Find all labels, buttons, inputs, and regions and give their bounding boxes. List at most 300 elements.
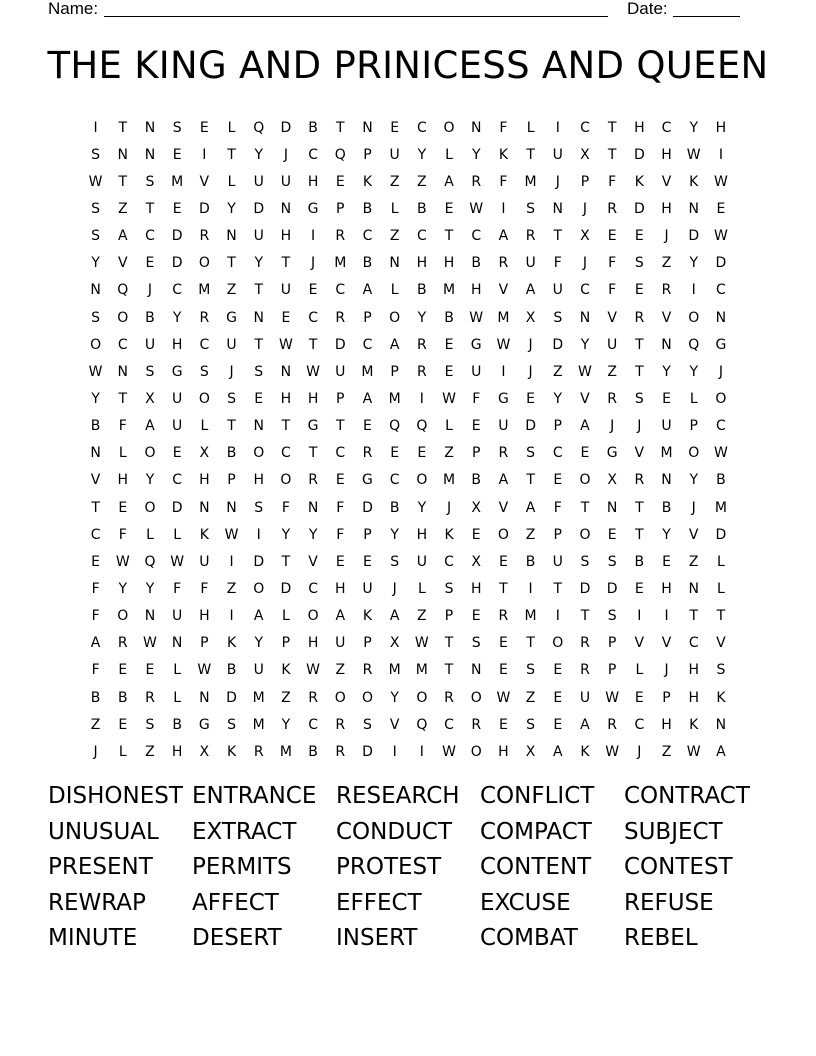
grid-letter: N <box>715 309 727 326</box>
grid-letter: Q <box>688 336 700 353</box>
grid-letter: R <box>498 255 509 272</box>
grid-letter: I <box>528 580 533 597</box>
grid-letter: Z <box>389 173 400 190</box>
grid-letter: W <box>88 173 103 190</box>
grid-letter: Z <box>661 743 672 760</box>
grid-letter: F <box>499 173 508 190</box>
grid-letter: J <box>311 255 316 272</box>
word-list-item: EXTRACT <box>192 818 297 845</box>
grid-letter: N <box>117 146 129 163</box>
grid-letter: O <box>117 608 129 625</box>
grid-letter: T <box>689 608 698 625</box>
grid-letter: C <box>308 716 318 733</box>
grid-letter: E <box>634 580 644 597</box>
grid-letter: E <box>335 553 345 570</box>
grid-letter: P <box>580 173 590 190</box>
grid-letter: J <box>555 173 560 190</box>
grid-letter: W <box>713 445 728 462</box>
grid-letter: G <box>497 390 509 407</box>
grid-letter: X <box>199 445 210 462</box>
grid-letter: R <box>199 228 210 245</box>
grid-letter: K <box>226 635 237 652</box>
grid-letter: W <box>605 743 620 760</box>
grid-letter: N <box>307 499 319 516</box>
grid-letter: J <box>691 499 696 516</box>
grid-letter: S <box>471 635 481 652</box>
grid-letter: X <box>580 228 590 245</box>
grid-letter: L <box>390 282 399 299</box>
grid-letter: A <box>580 418 590 435</box>
grid-letter: R <box>335 743 346 760</box>
grid-letter: J <box>582 255 588 272</box>
grid-letter: F <box>173 580 182 597</box>
grid-letter: J <box>637 418 642 435</box>
name-line <box>104 16 608 17</box>
grid-letter: U <box>362 580 373 597</box>
grid-letter: G <box>198 716 210 733</box>
grid-letter: O <box>688 445 700 462</box>
grid-letter: J <box>446 499 452 516</box>
grid-letter: F <box>281 499 290 516</box>
grid-letter: I <box>229 553 234 570</box>
grid-letter: J <box>582 200 588 217</box>
grid-letter: U <box>144 336 156 353</box>
grid-letter: C <box>281 445 291 462</box>
grid-letter: J <box>229 363 234 380</box>
grid-letter: W <box>469 200 484 217</box>
grid-letter: N <box>606 499 618 516</box>
grid-letter: D <box>633 146 645 163</box>
grid-letter: C <box>335 445 346 462</box>
grid-letter: F <box>91 580 100 597</box>
grid-letter: U <box>661 418 672 435</box>
grid-letter: S <box>254 363 264 380</box>
grid-letter: V <box>688 526 699 543</box>
grid-letter: S <box>444 580 454 597</box>
grid-letter: N <box>144 608 156 625</box>
grid-letter: J <box>528 363 533 380</box>
grid-letter: V <box>308 553 318 570</box>
grid-letter: T <box>526 146 535 163</box>
grid-letter: E <box>634 228 644 245</box>
grid-letter: F <box>200 580 209 597</box>
word-list <box>48 780 788 958</box>
grid-letter: I <box>501 200 506 217</box>
grid-letter: N <box>90 282 101 299</box>
grid-letter: W <box>442 743 456 760</box>
grid-letter: U <box>471 363 482 380</box>
grid-letter: T <box>635 499 644 516</box>
grid-letter: E <box>145 255 155 272</box>
grid-letter: R <box>362 662 373 679</box>
grid-letter: Y <box>390 689 399 706</box>
grid-letter: O <box>90 336 102 353</box>
grid-letter: F <box>336 499 345 516</box>
grid-letter: R <box>498 608 509 625</box>
grid-letter: U <box>579 689 591 706</box>
date-line <box>673 16 740 17</box>
grid-letter: D <box>362 743 373 760</box>
grid-letter: U <box>172 608 183 625</box>
grid-letter: C <box>580 119 590 136</box>
grid-letter: Z <box>335 662 346 679</box>
grid-letter: R <box>335 716 346 733</box>
grid-letter: W <box>469 309 484 326</box>
grid-letter: D <box>171 255 183 272</box>
grid-letter: S <box>91 146 101 163</box>
grid-letter: E <box>417 445 427 462</box>
grid-letter: D <box>362 499 373 516</box>
grid-letter: W <box>686 146 701 163</box>
grid-letter: R <box>607 716 618 733</box>
grid-letter: U <box>253 173 264 190</box>
grid-letter: J <box>610 418 615 435</box>
grid-letter: N <box>226 228 237 245</box>
grid-letter: N <box>171 635 183 652</box>
grid-letter: C <box>716 418 726 435</box>
grid-letter: P <box>444 608 454 625</box>
grid-letter: V <box>661 173 672 190</box>
grid-letter: R <box>199 309 210 326</box>
grid-letter: I <box>256 526 261 543</box>
grid-letter: W <box>170 553 185 570</box>
grid-letter: L <box>417 580 426 597</box>
grid-letter: O <box>198 390 210 407</box>
grid-letter: D <box>606 580 618 597</box>
grid-letter: F <box>608 173 617 190</box>
grid-letter: B <box>117 689 128 706</box>
grid-letter: E <box>580 445 590 462</box>
grid-letter: I <box>664 608 669 625</box>
grid-letter: Z <box>389 228 400 245</box>
grid-letter: D <box>253 553 265 570</box>
grid-letter: X <box>525 309 536 326</box>
grid-letter: V <box>716 635 726 652</box>
grid-letter: G <box>606 445 618 462</box>
grid-letter: G <box>307 200 319 217</box>
name-label: Name: <box>48 0 99 18</box>
grid-letter: M <box>524 173 537 190</box>
grid-letter: R <box>607 200 618 217</box>
grid-letter: E <box>363 418 372 435</box>
word-list-item: COMPACT <box>480 818 592 845</box>
grid-letter: M <box>415 662 428 679</box>
grid-letter: M <box>388 662 401 679</box>
grid-letter: S <box>580 553 590 570</box>
grid-letter: L <box>173 526 182 543</box>
grid-letter: T <box>607 146 617 163</box>
grid-letter: M <box>171 173 184 190</box>
grid-letter: U <box>253 662 264 679</box>
grid-letter: N <box>470 662 482 679</box>
grid-letter: Z <box>417 173 427 190</box>
grid-letter: L <box>635 662 644 679</box>
grid-letter: E <box>308 282 318 299</box>
grid-letter: P <box>227 472 236 489</box>
grid-letter: D <box>226 689 237 706</box>
grid-letter: N <box>199 499 210 516</box>
grid-letter: B <box>471 472 482 489</box>
grid-letter: I <box>555 608 560 625</box>
word-list-item: CONTRACT <box>624 783 750 809</box>
grid-letter: V <box>580 390 590 407</box>
grid-letter: C <box>335 282 346 299</box>
grid-letter: E <box>254 390 264 407</box>
grid-letter: U <box>226 336 237 353</box>
grid-letter: P <box>607 635 617 652</box>
grid-letter: R <box>117 635 128 652</box>
grid-letter: S <box>363 716 372 733</box>
grid-letter: U <box>416 553 427 570</box>
grid-letter: T <box>336 418 345 435</box>
grid-letter: Z <box>281 689 291 706</box>
grid-letter: F <box>118 418 127 435</box>
grid-letter: E <box>118 716 128 733</box>
grid-letter: C <box>362 228 373 245</box>
grid-letter: E <box>199 119 209 136</box>
grid-letter: P <box>662 689 671 706</box>
grid-letter: G <box>470 336 482 353</box>
grid-letter: K <box>689 716 699 733</box>
grid-letter: Y <box>308 526 318 543</box>
grid-letter: N <box>552 200 564 217</box>
grid-letter: M <box>524 608 537 625</box>
grid-letter: X <box>145 390 155 407</box>
grid-letter: O <box>470 743 482 760</box>
grid-letter: I <box>392 743 397 760</box>
grid-letter: X <box>525 743 536 760</box>
grid-letter: C <box>308 580 318 597</box>
grid-letter: O <box>389 309 401 326</box>
grid-letter: D <box>525 418 536 435</box>
grid-letter: W <box>605 689 620 706</box>
grid-letter: R <box>416 336 427 353</box>
grid-letter: O <box>253 445 265 462</box>
grid-letter: A <box>716 743 726 760</box>
grid-letter: H <box>307 390 319 407</box>
grid-letter: L <box>445 418 453 435</box>
grid-letter: W <box>306 363 321 380</box>
grid-letter: T <box>444 228 454 245</box>
grid-letter: E <box>444 200 454 217</box>
grid-letter: H <box>498 743 509 760</box>
grid-letter: O <box>579 526 591 543</box>
grid-letter: B <box>308 119 318 136</box>
grid-letter: E <box>634 689 644 706</box>
grid-letter: S <box>91 200 101 217</box>
grid-letter: S <box>227 716 236 733</box>
grid-letter: H <box>280 228 292 245</box>
grid-letter: F <box>499 119 508 136</box>
word-list-item: PRESENT <box>48 854 153 880</box>
grid-letter: E <box>91 553 101 570</box>
word-list-item: INSERT <box>336 925 418 951</box>
grid-letter: M <box>714 499 727 516</box>
grid-letter: R <box>607 390 618 407</box>
grid-letter: P <box>689 418 698 435</box>
grid-letter: B <box>226 662 237 679</box>
grid-letter: A <box>580 716 590 733</box>
word-list-item: CONTEST <box>624 854 733 880</box>
grid-letter: V <box>117 255 128 272</box>
grid-letter: J <box>637 743 642 760</box>
grid-letter: H <box>661 146 672 163</box>
grid-letter: D <box>552 336 564 353</box>
grid-letter: U <box>552 282 563 299</box>
grid-letter: T <box>227 418 236 435</box>
grid-letter: C <box>145 228 155 245</box>
grid-letter: O <box>579 472 591 489</box>
grid-letter: Z <box>444 445 454 462</box>
grid-letter: R <box>471 173 482 190</box>
grid-letter: V <box>90 472 101 489</box>
grid-letter: T <box>526 472 535 489</box>
grid-letter: W <box>496 689 511 706</box>
grid-letter: U <box>552 146 563 163</box>
grid-letter: N <box>117 363 129 380</box>
grid-letter: C <box>172 282 183 299</box>
grid-letter: U <box>607 336 618 353</box>
grid-letter: Y <box>172 309 182 326</box>
grid-letter: E <box>335 173 345 190</box>
grid-letter: V <box>389 716 400 733</box>
grid-letter: V <box>661 635 672 652</box>
grid-letter: F <box>336 526 345 543</box>
grid-letter: D <box>198 200 210 217</box>
grid-letter: C <box>580 282 590 299</box>
grid-letter: S <box>716 662 726 679</box>
grid-letter: X <box>471 553 482 570</box>
grid-letter: S <box>607 608 617 625</box>
grid-letter: A <box>498 228 509 245</box>
grid-letter: A <box>362 390 373 407</box>
grid-letter: O <box>470 689 482 706</box>
grid-letter: I <box>311 228 316 245</box>
grid-letter: X <box>580 146 590 163</box>
grid-letter: R <box>308 689 318 706</box>
grid-letter: C <box>90 526 101 543</box>
grid-letter: V <box>498 499 509 516</box>
grid-letter: T <box>281 553 291 570</box>
grid-letter: E <box>281 309 291 326</box>
grid-letter: H <box>661 200 672 217</box>
word-list-item: COMBAT <box>480 925 578 951</box>
grid-letter: D <box>171 499 183 516</box>
grid-letter: L <box>282 608 290 625</box>
grid-letter: O <box>334 689 346 706</box>
grid-letter: G <box>307 418 319 435</box>
grid-letter: B <box>90 418 101 435</box>
grid-letter: N <box>144 119 156 136</box>
grid-letter: Z <box>117 200 128 217</box>
grid-letter: Q <box>389 418 401 435</box>
grid-letter: H <box>199 608 210 625</box>
grid-letter: T <box>635 526 644 543</box>
grid-letter: E <box>662 553 671 570</box>
grid-letter: U <box>172 390 183 407</box>
grid-letter: V <box>661 309 672 326</box>
grid-letter: A <box>117 228 128 245</box>
grid-letter: I <box>419 743 424 760</box>
grid-letter: E <box>553 472 563 489</box>
grid-letter: S <box>199 363 209 380</box>
grid-letter: E <box>444 363 454 380</box>
grid-letter: R <box>253 743 264 760</box>
grid-letter: K <box>362 173 373 190</box>
grid-letter: Q <box>253 119 265 136</box>
grid-letter: T <box>635 363 644 380</box>
grid-letter: W <box>442 390 456 407</box>
grid-letter: S <box>145 173 155 190</box>
grid-letter: U <box>253 228 264 245</box>
grid-letter: U <box>199 553 210 570</box>
grid-letter: O <box>144 445 156 462</box>
grid-letter: Y <box>689 363 698 380</box>
grid-letter: O <box>198 255 210 272</box>
grid-letter: E <box>662 390 671 407</box>
grid-letter: E <box>471 608 481 625</box>
grid-letter: Y <box>145 472 155 489</box>
grid-letter: R <box>335 309 346 326</box>
grid-letter: Q <box>334 146 346 163</box>
grid-letter: C <box>389 472 400 489</box>
grid-letter: E <box>471 526 481 543</box>
grid-letter: A <box>498 472 509 489</box>
grid-letter: H <box>416 255 428 272</box>
grid-letter: Y <box>281 526 291 543</box>
grid-letter: O <box>361 689 373 706</box>
grid-letter: R <box>498 445 509 462</box>
grid-letter: D <box>280 119 292 136</box>
grid-letter: H <box>688 689 699 706</box>
grid-letter: Q <box>416 418 428 435</box>
grid-letter: C <box>471 228 482 245</box>
grid-letter: R <box>580 662 590 679</box>
grid-letter: D <box>171 228 183 245</box>
grid-letter: S <box>634 390 644 407</box>
grid-letter: P <box>363 635 372 652</box>
grid-letter: T <box>444 662 454 679</box>
grid-letter: S <box>607 553 617 570</box>
grid-letter: H <box>715 119 727 136</box>
grid-letter: W <box>713 228 728 245</box>
grid-letter: W <box>197 662 212 679</box>
grid-letter: M <box>442 472 456 489</box>
grid-letter: Y <box>553 390 563 407</box>
grid-letter: H <box>307 635 319 652</box>
grid-letter: B <box>525 553 536 570</box>
grid-letter: N <box>715 716 727 733</box>
grid-letter: T <box>254 336 263 353</box>
word-list-item: MINUTE <box>48 925 138 951</box>
grid-letter: M <box>388 390 401 407</box>
grid-letter: Y <box>662 526 671 543</box>
grid-letter: Y <box>417 309 427 326</box>
grid-letter: Y <box>91 255 100 272</box>
grid-letter: P <box>281 635 291 652</box>
grid-letter: F <box>608 282 617 299</box>
grid-letter: E <box>118 499 128 516</box>
grid-letter: K <box>498 146 508 163</box>
grid-letter: A <box>444 173 454 190</box>
word-list-item: CONDUCT <box>336 818 453 845</box>
grid-letter: T <box>281 418 291 435</box>
grid-letter: C <box>444 553 454 570</box>
grid-letter: U <box>498 418 509 435</box>
grid-letter: N <box>362 119 373 136</box>
grid-letter: Y <box>91 390 100 407</box>
grid-letter: U <box>280 282 292 299</box>
